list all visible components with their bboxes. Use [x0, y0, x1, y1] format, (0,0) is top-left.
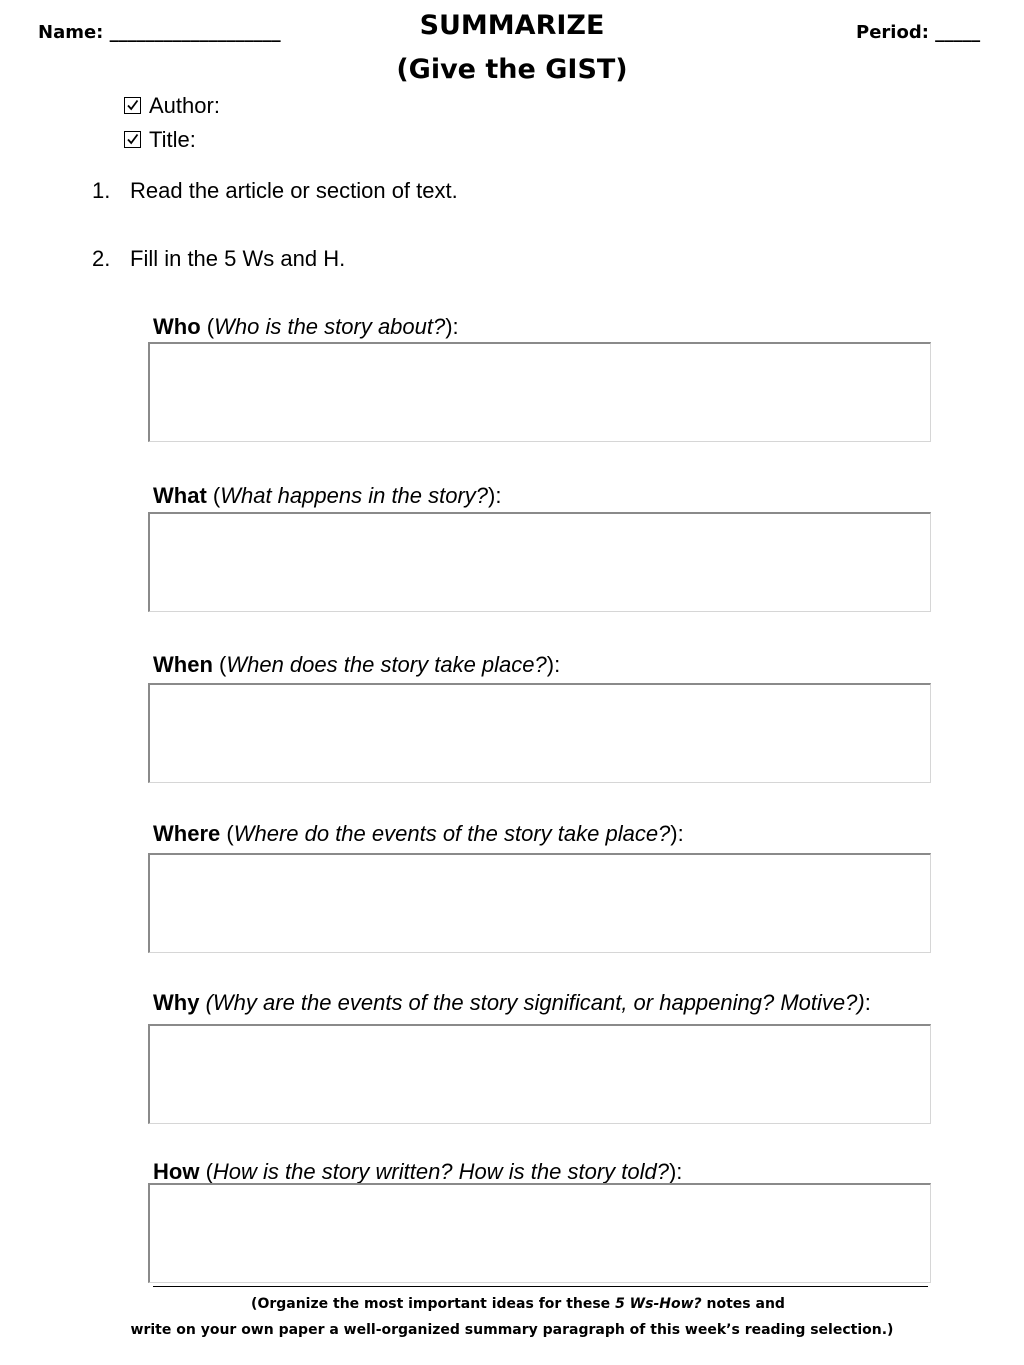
name-field-label: Name: ___________________	[38, 22, 281, 43]
answer-box-who[interactable]	[148, 342, 931, 442]
checklist-item-title	[124, 127, 196, 153]
question-prompt: Who is the story about?	[214, 314, 446, 339]
step-number: 1.	[92, 178, 111, 203]
checklist-item-author	[124, 93, 220, 119]
instruction-step-2	[92, 246, 345, 272]
question-keyword: How	[153, 1159, 200, 1184]
footer-instruction-line-2: write on your own paper a well-organized summary paragraph of this week’s reading selection.)	[130, 1322, 894, 1338]
page-title: SUMMARIZE	[419, 10, 605, 41]
question-prompt: Where do the events of the story take place?	[233, 821, 671, 846]
question-keyword: Where	[153, 821, 221, 846]
question-keyword: When	[153, 652, 213, 677]
step-number: 2.	[92, 246, 111, 271]
question-prompt: (Why are the events of the story significant, or happening? Motive?)	[205, 990, 865, 1015]
question-what: What (What happens in the story?):	[153, 483, 502, 508]
answer-box-what[interactable]	[148, 512, 931, 612]
checklist-label: Title:	[149, 127, 196, 152]
question-keyword: Why	[153, 990, 200, 1015]
bottom-rule-divider	[153, 1286, 928, 1287]
step-text: Read the article or section of text.	[130, 178, 458, 203]
page-subtitle: (Give the GIST)	[396, 54, 628, 85]
answer-box-when[interactable]	[148, 683, 931, 783]
step-text: Fill in the 5 Ws and H.	[130, 246, 346, 271]
question-prompt: How is the story written? How is the story told?	[212, 1159, 669, 1184]
checkbox-checked-icon	[124, 97, 141, 114]
question-how: How (How is the story written? How is the story told?):	[153, 1159, 683, 1184]
checkbox-checked-icon	[124, 131, 141, 148]
checklist-label: Author:	[149, 93, 220, 118]
question-where: Where (Where do the events of the story take place?):	[153, 821, 684, 846]
instruction-step-1	[92, 178, 458, 204]
answer-box-why[interactable]	[148, 1024, 931, 1124]
answer-box-where[interactable]	[148, 853, 931, 953]
question-prompt: When does the story take place?	[226, 652, 547, 677]
answer-box-how[interactable]	[148, 1183, 931, 1283]
question-keyword: Who	[153, 314, 201, 339]
question-why: Why (Why are the events of the story significant, or happening? Motive?):	[153, 990, 871, 1015]
question-when: When (When does the story take place?):	[153, 652, 561, 677]
question-prompt: What happens in the story?	[220, 483, 489, 508]
question-keyword: What	[153, 483, 207, 508]
footer-instruction-line-1: (Organize the most important ideas for these 5 Ws-How? notes and	[251, 1296, 785, 1312]
question-who: Who (Who is the story about?):	[153, 314, 459, 339]
period-field-label: Period: _____	[856, 22, 981, 43]
